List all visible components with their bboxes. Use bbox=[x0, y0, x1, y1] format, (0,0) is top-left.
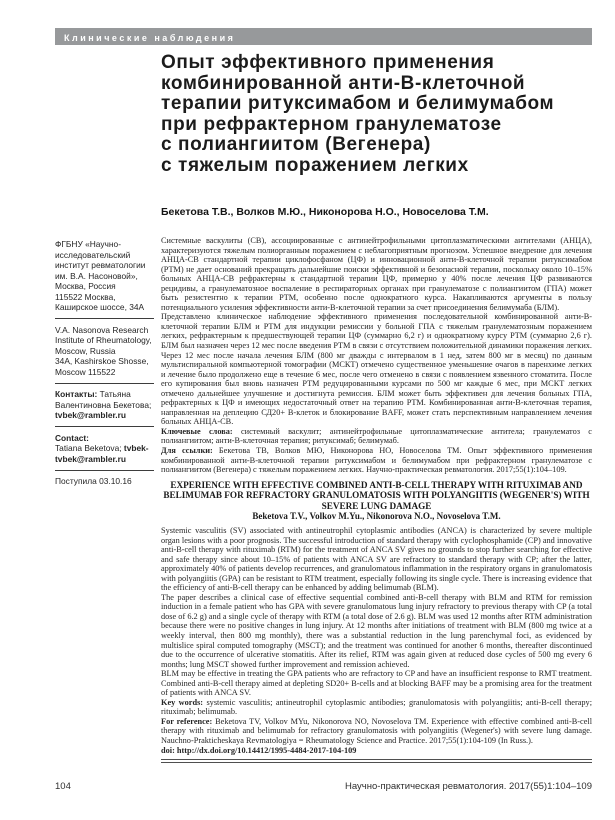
abstract-en-paragraph: BLM may be effective in treating the GPA patients who are refractory to CP and have an insufficient response to RMT treatment. Combined anti-B-cell therapy aimed at depleting SD20+ B-cells and at blocking BAFF may be a promising area for the treatment of patients with ANCA SV. bbox=[161, 669, 592, 698]
abstract-ru-paragraph: Представлено клиническое наблюдение эффективного применения последовательной комбинированной анти-В-клеточной терапии БЛМ и РТМ для индукции ремиссии у больной ГПА с тяжелым гранулематозным поражением легких, рефрактерным к предшествующей терапии ЦФ (суммарно 6,2 г) и однократному курсу РТМ (суммарно 2,6 г). БЛМ был назначен через 12 мес после введения РТМ в связи с отсутствием положительной динамики поражения легких. Через 12 мес после начала лечения БЛМ (800 мг дважды с интервалом в 1 нед, затем 800 мг в месяц) по данным мультиспиральной компьютерной томографии (МСКТ) отмечено существенное уменьшение очагов в паренхиме легких и лечение было продолжено еще в течение 6 мес, после чего отменено в связи с появлением язвенного стоматита. После его купирования был вновь назначен РТМ редуцированными курсами по 500 мг каждые 6 мес, при МСКТ легких отмечено дальнейшее улучшение и достигнута ремиссия. БЛМ может быть эффективен для лечения больных ГПА, рефрактерных к ЦФ и имеющих недостаточный ответ на терапию РТМ. Комбинированная анти-В-клеточная терапия, направленная на деплецию СД20+ В-клеток и блокирование BAFF, может стать перспективным направлением лечения больных АНЦА-СВ. bbox=[161, 312, 592, 427]
abstract-ru-reference bbox=[161, 446, 592, 475]
affiliation-ru-name: ФГБНУ «Научно-исследовательский институт ревматологии им. В.А. Насоновой», Москва, Россия bbox=[55, 239, 146, 291]
article-title-line: комбинированной анти-В-клеточной bbox=[161, 72, 526, 94]
affiliation-en-name: V.A. Nasonova Research Institute of Rheumatology, Moscow, Russia bbox=[55, 324, 152, 356]
reference-en-text: Beketova TV, Volkov MYu, Nikonorova NO, Novoselova TM. Experience with effective combined anti-B-cell therapy with rituximab and belimumab for refractory granulomatosis with polyangiitis (Wegener's) with severe lung damage. Nauchno-Prakticheskaya Revmatologiya = Rheumatology Science and Practice. 2017;55(1):104-109 (In Russ.). bbox=[161, 716, 592, 745]
page-number: 104 bbox=[55, 781, 71, 792]
keywords-en-text: systemic vasculitis; antineutrophil cytoplasmic antibodies; granulomatosis with polyangiitis; anti-B-cell therapy; rituximab; belimumab. bbox=[161, 697, 593, 717]
abstract-en-reference bbox=[161, 717, 592, 746]
article-title-line: Опыт эффективного применения bbox=[161, 52, 495, 73]
affiliation-ru bbox=[55, 239, 154, 313]
contact-en-email: tvbek-tvbek@rambler.ru bbox=[55, 443, 149, 464]
authors-ru: Бекетова Т.В., Волков М.Ю., Никонорова Н.О., Новоселова Т.М. bbox=[161, 206, 489, 218]
abstract-column bbox=[161, 236, 592, 763]
sidebar-divider bbox=[55, 318, 154, 319]
abstract-en-paragraph: The paper describes a clinical case of effective sequential combined anti-B-cell therapy with BLM and RTM for remission induction in a female patient who has GPA with severe granulomatous lung injury refractory to previous therapy with CP (a total dose of 6.2 g) and a single cycle of therapy with RTM (a total dose of 2.6 g). BLM was used 12 months after RTM administration because there were no positive changes in lung injury. At 12 months after initiations of treatment with BLM (800 mg twice at a weekly interval, then 800 mg monthly), there was a substantial reduction in the lung parenchymal foci, as evidenced by multislice spiral computed tomography (MSCT); and the treatment was continued for another 6 months, thereafter discontinued due to the occurrence of ulcerative stomatitis. After its relief, RTM was again given at reduced dose cycles of 500 mg every 6 months; lung MSCT showed further improvement and remission achieved. bbox=[161, 592, 592, 669]
abstract-ru-keywords bbox=[161, 427, 592, 446]
double-rule bbox=[161, 759, 592, 763]
article-title-line: с полиангиитом (Вегенера) bbox=[161, 134, 431, 155]
journal-citation: Научно-практическая ревматология. 2017(55)1:104–109 bbox=[345, 781, 592, 792]
sidebar-affiliations bbox=[55, 239, 154, 487]
article-title-line: терапии ритуксимабом и белимумабом bbox=[161, 93, 555, 114]
abstract-en-title: EXPERIENCE WITH EFFECTIVE COMBINED ANTI-B-CELL THERAPY WITH RITUXIMAB AND BELIMUMAB FOR REFRACTORY GRANULOMATOSIS WITH POLYANGIITIS (WEGENER'S) WITH SEVERE LUNG DAMAGE bbox=[163, 479, 590, 511]
affiliation-en bbox=[55, 325, 154, 378]
contact-ru-email: tvbek@rambler.ru bbox=[55, 410, 127, 420]
article-title bbox=[161, 53, 595, 176]
abstract-ru-paragraph: Системные васкулиты (СВ), ассоциированные с антинейтрофильными цитоплазматическими антителами (АНЦА), характеризуются тяжелым полиорганным поражением с неблагоприятным прогнозом. Успешное внедрение для лечения АНЦА-СВ стандартной терапии циклофосфаном (ЦФ) и инновационной анти-В-клеточной терапии ритуксимабом (РТМ) не дает оснований прекращать дальнейшие поиски эффективной и безопасной терапии, поскольку около 10–15% больных АНЦА-СВ рефрактерны к стандартной терапии ЦФ, примерно у 40% после лечения ЦФ развиваются рецидивы, а гранулематозное воспаление в респираторных органах при гранулематозе с полиангиитом (ГПА) может быть резистентно к терапии РТМ, особенно после однократного курса. Накапливаются аргументы в пользу потенциального усиления эффективности анти-В-клеточной терапии за счет присоединения белимумаба (БЛМ). bbox=[161, 236, 592, 312]
affiliation-en-address: 34A, Kashirskoe Shosse, Moscow 115522 bbox=[55, 356, 149, 377]
doi-line: doi: http://dx.doi.org/10.14412/1995-4484-2017-104-109 bbox=[161, 745, 357, 755]
sidebar-divider bbox=[55, 426, 154, 427]
keywords-ru-text: системный васкулит; антинейтрофильные цитоплазматические антитела; гранулематоз с полиангиитом; анти-В-клеточная терапия; ритуксимаб; белимумаб. bbox=[161, 426, 592, 446]
reference-ru-label: Для ссылки: bbox=[161, 446, 213, 456]
section-band bbox=[55, 28, 592, 45]
contact-ru-name: Татьяна Валентиновна Бекетова; bbox=[55, 389, 152, 410]
keywords-en-label: Key words: bbox=[161, 697, 204, 707]
sidebar-divider bbox=[55, 383, 154, 384]
contact-ru-label: Контакты: bbox=[55, 389, 98, 399]
abstract-en-paragraph: Systemic vasculitis (SV) associated with antineutrophil cytoplasmic antibodies (ANCA) is characterized by severe multiple organ lesions with a poor prognosis. The successful introduction of standard therapy with cyclophosphamide (CP) and innovative anti-B-cell therapy with rituximab (RTM) for the treatment of ANCA SV gives no grounds to stop further searching for effective and safe therapy since about 10–15% of patients with ANCA SV are refractory to standard therapy with CP; after the latter, approximately 40% of patients develop recurrences, and granulomatous inflammation in the respiratory organs in granulomatosis with polyangiitis (GPA) can be resistant to RTM treatment, especially following its single cycle. There is increasing evidence that the efficiency of anti-B-cell therapy can be enhanced by adding belimumab (BLM). bbox=[161, 525, 592, 593]
keywords-ru-label: Ключевые слова: bbox=[161, 426, 233, 436]
affiliation-ru-address: 115522 Москва, Каширское шоссе, 34А bbox=[55, 291, 145, 312]
section-label: Клинические наблюдения bbox=[64, 33, 236, 43]
contact-en-label: Contact: bbox=[55, 432, 89, 443]
contact-en bbox=[55, 433, 154, 465]
contact-en-name: Tatiana Beketova; bbox=[55, 443, 122, 453]
abstract-en-keywords bbox=[161, 698, 592, 717]
sidebar-divider bbox=[55, 470, 154, 471]
reference-en-label: For reference: bbox=[161, 716, 213, 726]
received-date: Поступила 03.10.16 bbox=[55, 476, 132, 486]
article-title-line: с тяжелым поражением легких bbox=[161, 154, 469, 176]
authors-en: Beketova T.V., Volkov M.Yu., Nikonorova N.O., Novoselova T.M. bbox=[252, 511, 501, 522]
contact-ru bbox=[55, 389, 154, 421]
reference-ru-text: Бекетова ТВ, Волков МЮ, Никонорова НО, Новоселова ТМ. Опыт эффективного применения комбинированной анти-В-клеточной терапии ритуксимабом и белимумабом при рефрактерном гранулематозе с полиангиитом (Вегенера) с тяжелым поражением легких. Научно-практическая ревматология. 2017;55(1):104–109. bbox=[161, 446, 593, 475]
article-title-line: при рефрактерном гранулематозе bbox=[161, 113, 502, 135]
